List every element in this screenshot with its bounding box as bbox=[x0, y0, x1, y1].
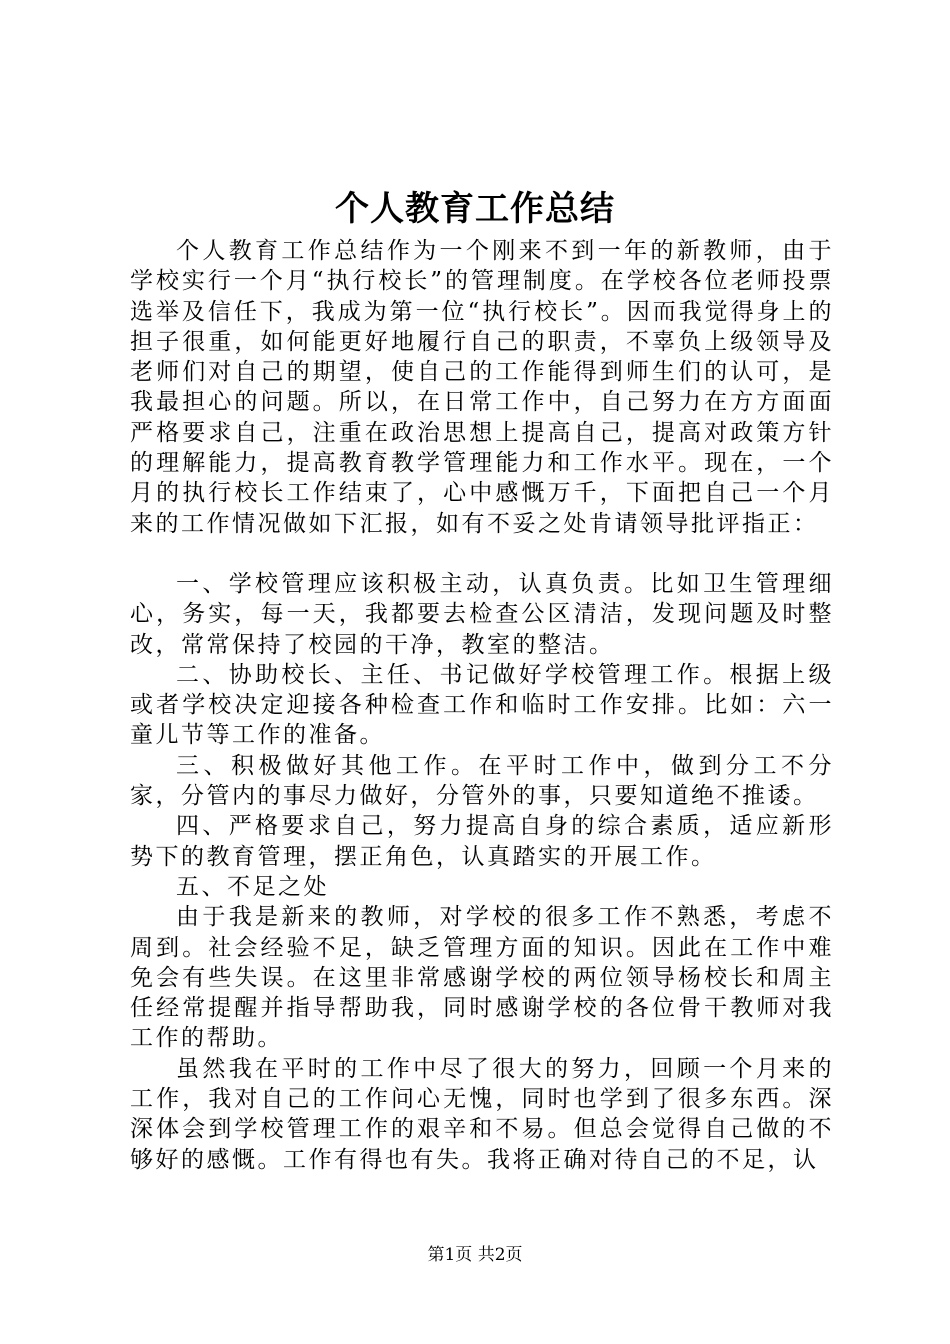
page-footer: 第1页 共2页 bbox=[427, 1245, 523, 1265]
paragraph-intro: 个人教育工作总结作为一个刚来不到一年的新教师，由于学校实行一个月“执行校长”的管理制度。在学校各位老师投票选举及信任下，我成为第一位“执行校长”。因而我觉得身上的担子很重，如何能更好地履行自己的职责，不辜负上级领导及老师们对自己的期望，使自己的工作能得到师生们的认可，是我最担心的问题。所以，在日常工作中，自己努力在方方面面严格要求自己，注重在政治思想上提高自己，提高对政策方针的理解能力，提高教育教学管理能力和工作水平。现在，一个月的执行校长工作结束了，心中感慨万千，下面把自己一个月来的工作情况做如下汇报，如有不妥之处肯请领导批评指正： bbox=[130, 238, 834, 537]
document-body bbox=[130, 236, 834, 1175]
paragraph-item-5-heading: 五、不足之处 bbox=[176, 873, 329, 900]
paragraph-item-4: 四、严格要求自己，努力提高自身的综合素质，适应新形势下的教育管理，摆正角色，认真踏实的开展工作。 bbox=[130, 813, 834, 870]
paragraph-item-2: 二、协助校长、主任、书记做好学校管理工作。根据上级或者学校决定迎接各种检查工作和临时工作安排。比如：六一童儿节等工作的准备。 bbox=[130, 661, 834, 749]
paragraph-gap bbox=[130, 539, 834, 569]
paragraph-item-1: 一、学校管理应该积极主动，认真负责。比如卫生管理细心，务实，每一天，我都要去检查公区清洁，发现问题及时整改，常常保持了校园的干净，教室的整洁。 bbox=[130, 570, 834, 658]
paragraph-item-3: 三、积极做好其他工作。在平时工作中，做到分工不分家，分管内的事尽力做好，分管外的事，只要知道绝不推诿。 bbox=[130, 752, 834, 810]
paragraph-reflection: 虽然我在平时的工作中尽了很大的努力，回顾一个月来的工作，我对自己的工作问心无愧，同时也学到了很多东西。深深体会到学校管理工作的艰辛和不易。但总会觉得自己做的不够好的感慨。工作有得也有失。我将正确对待自己的不足，认 bbox=[130, 1055, 834, 1173]
paragraph-shortcomings: 由于我是新来的教师，对学校的很多工作不熟悉，考虑不周到。社会经验不足，缺乏管理方面的知识。因此在工作中难免会有些失误。在这里非常感谢学校的两位领导杨校长和周主任经常提醒并指导帮助我，同时感谢学校的各位骨干教师对我工作的帮助。 bbox=[130, 904, 834, 1052]
document-title: 个人教育工作总结 bbox=[335, 189, 615, 229]
